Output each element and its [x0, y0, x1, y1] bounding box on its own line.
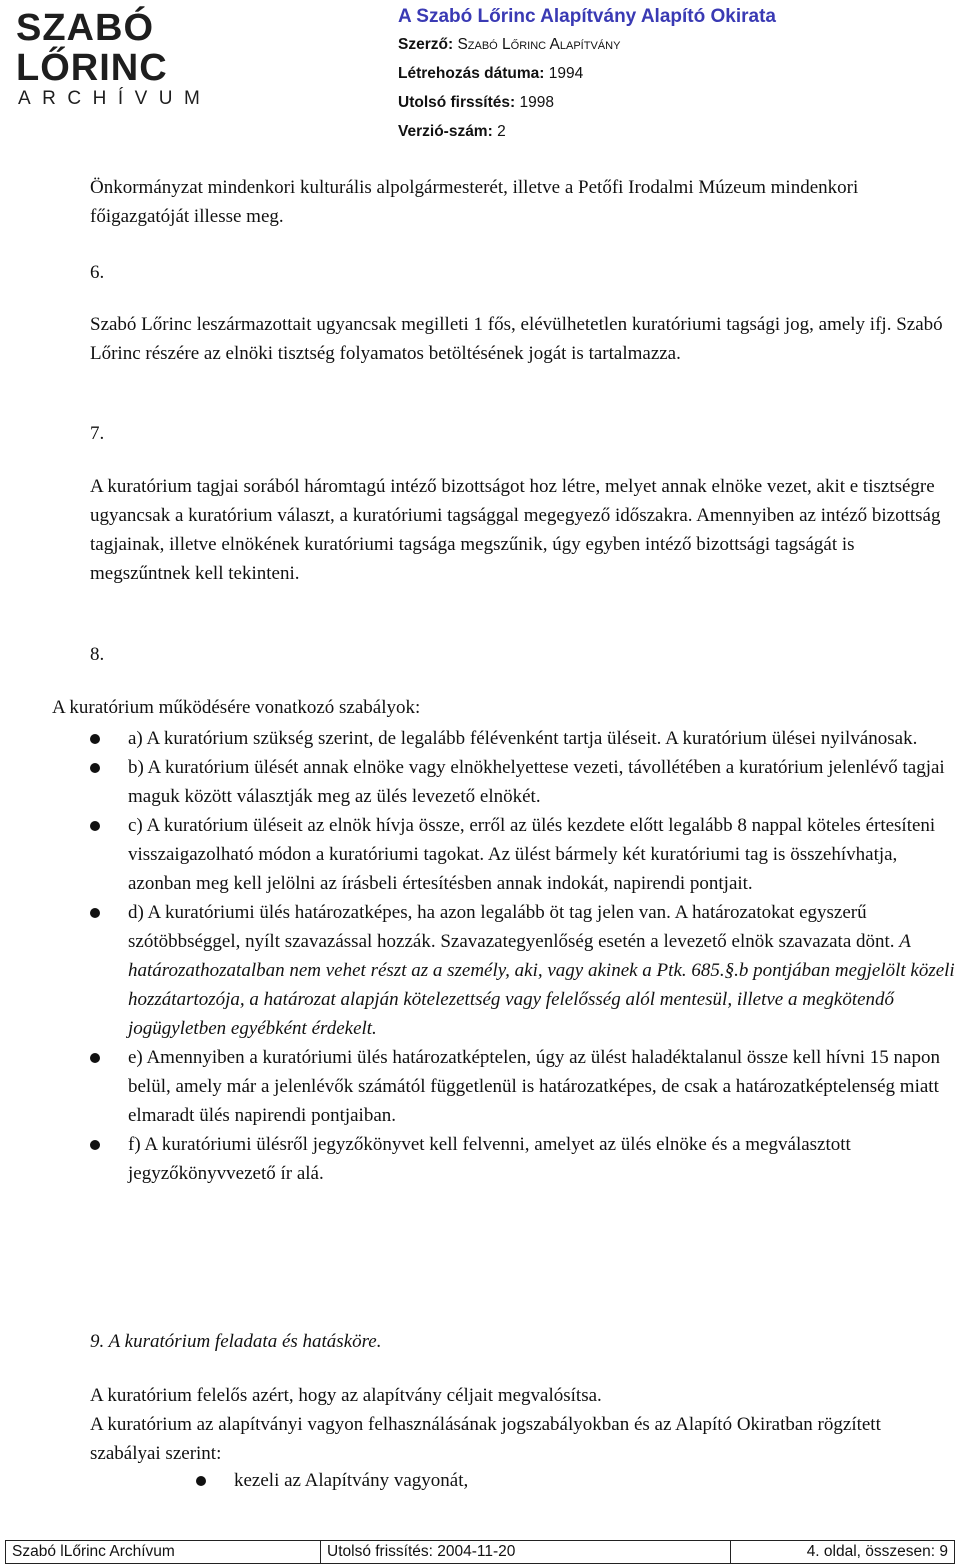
rule-e-text: e) Amennyiben a kuratóriumi ülés határozatképtelen, úgy az ülést haladéktalanul össze kell hívni 15 napon belül, amely már a jelenlévők számától függetlenül is határozatképes, de csak a határozatképtelenség miatt elmaradt ülés napirendi pontjaiban. [128, 1047, 940, 1126]
document-metadata [398, 4, 776, 146]
rule-a-text: a) A kuratórium szükség szerint, de legalább félévenként tartja üléseit. A kuratórium ülései nyilvánosak. [128, 728, 918, 749]
rule-b-text: b) A kuratórium ülését annak elnöke vagy elnökhelyettese vezeti, távollétében a kuratórium jelenlévő tagjai maguk között választják meg az ülés levezető elnökét. [128, 757, 945, 807]
document-title: A Szabó Lőrinc Alapítvány Alapító Okirata [398, 6, 776, 27]
bullet-icon [90, 1053, 100, 1063]
bullet-icon [90, 1140, 100, 1150]
page-footer [5, 1540, 955, 1564]
paragraph-7: A kuratórium tagjai sorából háromtagú intéző bizottságot hoz létre, melyet annak elnöke vezet, akit e tisztségre ugyancsak a kuratórium választ, a kuratóriumi tagsággal megegyező időszakra. Amennyiben az intéző bizottság tagjainak, illetve elnökének kuratóriumi tagsága megszűnik, úgy egyben intéző bizottsági tagságát is megszűntnek kell tekinteni. [90, 476, 941, 584]
bullet-icon [90, 908, 100, 918]
meta-version-value: 2 [497, 123, 506, 140]
footer-page-number: 4. oldal, összesen: 9 [806, 1543, 948, 1560]
meta-created [398, 59, 776, 88]
section-number-8: 8. [90, 644, 105, 665]
meta-author-value: Szabó Lőrinc Alapítvány [457, 36, 621, 53]
footer-archive-name: Szabó lLőrinc Archívum [6, 1541, 321, 1563]
meta-author [398, 30, 776, 59]
logo-main-text: SZABÓ LŐRINC [16, 7, 168, 89]
meta-updated-label: Utolsó firssítés: [398, 94, 516, 111]
rule-d-italic-text: A határozathozatalban nem vehet részt az a személy, aki, vagy akinek a Ptk. 685.§.b pontjában megjelölt közeli hozzátartozója, a határozat alapján kötelezettség vagy felelősség alól mentesül, illetve a megkötendő jogügyletben egyébként érdekelt. [128, 931, 955, 1039]
list-item [90, 1130, 955, 1188]
rule-d-text: d) A kuratóriumi ülés határozatképes, ha azon legalább öt tag jelen van. A határozatokat egyszerű szótöbbséggel, nyílt szavazással hozzák. Szavazategyenlőség esetén a levezető elnök szavazata dönt. [128, 902, 900, 952]
bullet-icon [196, 1476, 206, 1486]
meta-updated [398, 88, 776, 117]
list-item [90, 1043, 955, 1130]
bullet-icon [90, 763, 100, 773]
meta-version-label: Verzió-szám: [398, 123, 493, 140]
footer-last-updated: Utolsó frissítés: 2004-11-20 [321, 1541, 731, 1563]
meta-author-label: Szerző: [398, 36, 454, 53]
archive-logo [16, 7, 256, 109]
meta-updated-value: 1998 [519, 94, 554, 111]
logo-sub-text: ARCHÍVUM [18, 88, 212, 109]
section-number-6: 6. [90, 262, 105, 283]
rule-c-text: c) A kuratórium üléseit az elnök hívja össze, erről az ülés kezdete előtt legalább 8 nappal köteles értesíteni visszaigazolható módon a kuratóriumi tagokat. Az ülést bármely két kuratóriumi tag is összehívhatja, azonban meg kell jelölni az írásbeli értesítésben annak indokát, napirendi pontjait. [128, 815, 936, 894]
section-heading-9: 9. A kuratórium feladata és hatásköre. [90, 1331, 382, 1352]
bullet-icon [90, 734, 100, 744]
paragraph-9-bullet: kezeli az Alapítvány vagyonát, [234, 1470, 469, 1491]
list-item [90, 724, 955, 753]
meta-version [398, 117, 776, 146]
paragraph-6: Szabó Lőrinc leszármazottait ugyancsak megilleti 1 fős, elévülhetetlen kuratóriumi tagsági jog, amely ifj. Szabó Lőrinc részére az elnöki tisztség folyamatos betöltésének jogát is tartalmazza. [90, 314, 943, 364]
rule-f-text: f) A kuratóriumi ülésről jegyzőkönyvet kell felvenni, amelyet az ülés elnöke és a megválasztott jegyzőkönyvvezető ír alá. [128, 1134, 851, 1184]
paragraph-9-2: A kuratórium az alapítványi vagyon felhasználásának jogszabályokban és az Alapító Okiratban rögzített szabályai szerint: [90, 1414, 881, 1464]
rules-list [90, 724, 955, 1188]
paragraph-9-1: A kuratórium felelős azért, hogy az alapítvány céljait megvalósítsa. [90, 1385, 602, 1406]
list-item [90, 753, 955, 811]
bullet-icon [90, 821, 100, 831]
meta-created-value: 1994 [548, 65, 584, 82]
list-item [90, 898, 955, 1043]
list-item [196, 1466, 468, 1495]
paragraph-8-intro: A kuratórium működésére vonatkozó szabályok: [52, 697, 421, 718]
list-item [90, 811, 955, 898]
section-number-7: 7. [90, 423, 105, 444]
paragraph-intro: Önkormányzat mindenkori kulturális alpolgármesterét, illetve a Petőfi Irodalmi Múzeum mindenkori főigazgatóját illesse meg. [90, 177, 859, 227]
meta-created-label: Létrehozás dátuma: [398, 65, 545, 82]
